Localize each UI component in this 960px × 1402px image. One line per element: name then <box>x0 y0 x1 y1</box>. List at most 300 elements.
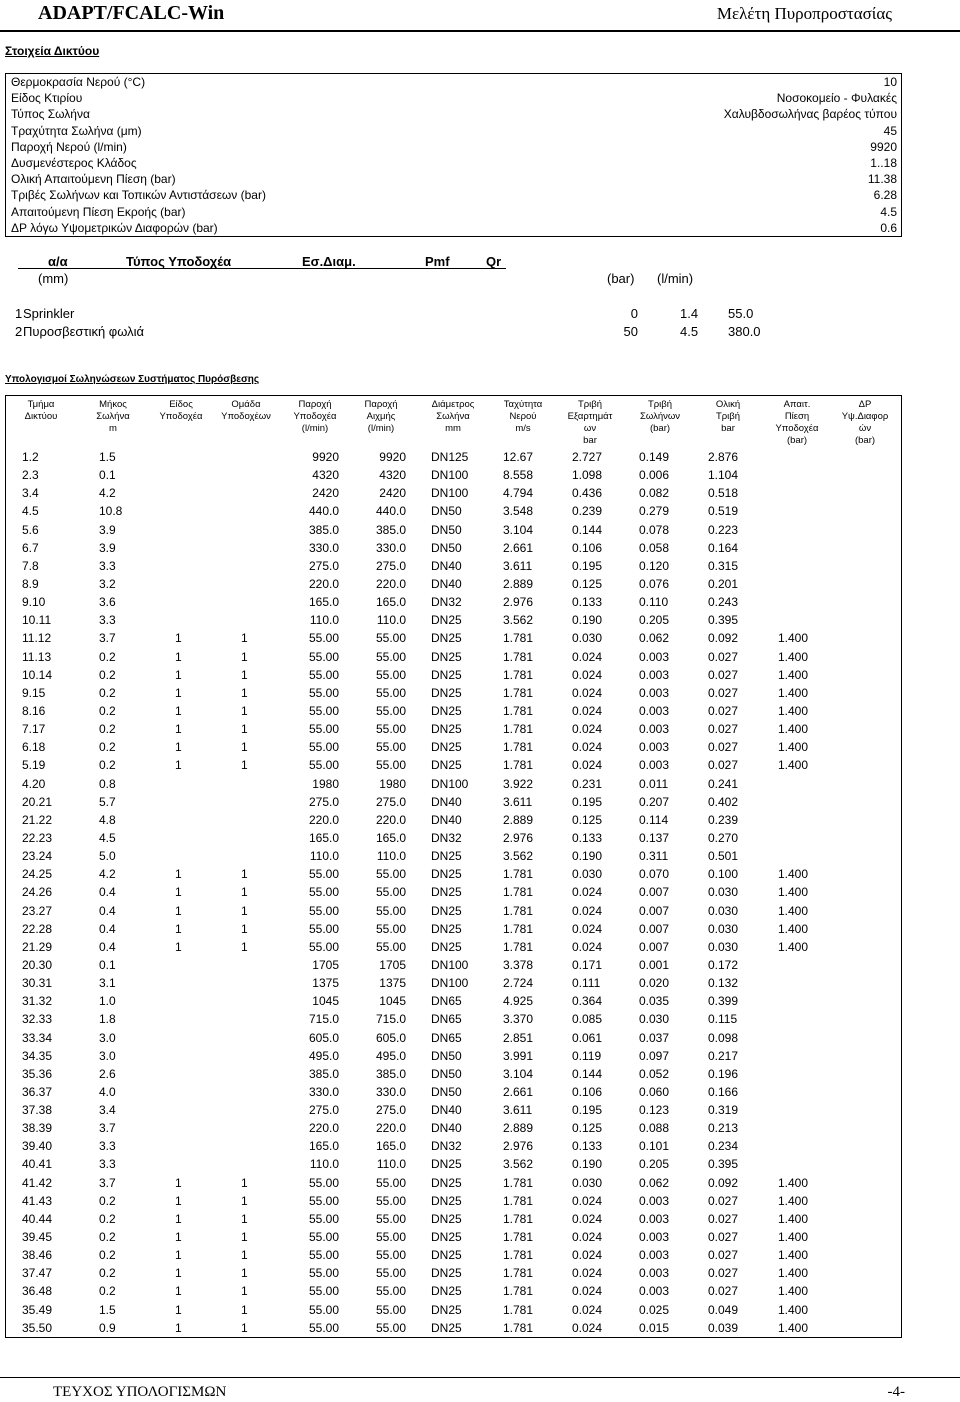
table-cell: 440.0 <box>375 504 406 519</box>
table-cell: 0.024 <box>572 758 603 773</box>
table-cell: 0.2 <box>99 722 116 737</box>
table-cell: 165.0 <box>375 830 406 845</box>
table-cell: 11.13 <box>22 649 52 664</box>
col-header: Παροχή Αιχμής (l/min) <box>364 399 398 434</box>
table-cell: 0.025 <box>639 1302 670 1317</box>
table-cell: 3.7 <box>99 631 116 646</box>
table-cell: DN25 <box>431 1175 462 1190</box>
table-cell: 3.562 <box>503 613 534 628</box>
table-cell: 1 <box>241 631 248 646</box>
table-cell: 0.027 <box>708 1230 739 1245</box>
table-cell: 55.00 <box>308 1175 339 1190</box>
table-cell: 55.00 <box>375 1175 406 1190</box>
table-cell: 0.003 <box>639 1193 670 1208</box>
table-cell: 1.781 <box>503 1266 534 1281</box>
calc-table <box>5 395 902 1338</box>
table-cell: 1.8 <box>99 1012 116 1027</box>
app-name: ADAPT/FCALC-Win <box>38 2 225 24</box>
table-cell: 1 <box>175 939 182 954</box>
table-cell: 0.2 <box>99 740 116 755</box>
table-cell: 0.049 <box>708 1302 739 1317</box>
table-cell: 0.030 <box>572 867 603 882</box>
table-cell: DN125 <box>431 450 469 464</box>
table-cell: DN25 <box>431 703 462 718</box>
sprinkler-num: 1 <box>15 306 23 321</box>
table-cell: 1.400 <box>778 740 809 755</box>
table-cell: 1.781 <box>503 1230 534 1245</box>
table-cell: 1 <box>241 939 248 954</box>
table-cell: 0.436 <box>572 486 603 501</box>
table-cell: DN25 <box>431 1230 462 1245</box>
table-cell: 55.00 <box>375 722 406 737</box>
table-cell: 0.195 <box>572 558 603 573</box>
table-cell: 1 <box>241 1302 248 1317</box>
table-cell: 0.003 <box>639 649 670 664</box>
table-cell: 1.400 <box>778 903 809 918</box>
table-cell: 275.0 <box>375 794 406 809</box>
table-cell: 3.104 <box>503 522 534 537</box>
table-cell: 0.2 <box>99 649 116 664</box>
table-cell: 55.00 <box>308 1320 339 1335</box>
table-cell: DN25 <box>431 722 462 737</box>
table-cell: 36.48 <box>22 1284 53 1299</box>
table-cell: 275.0 <box>308 794 339 809</box>
table-cell: 1 <box>175 885 182 900</box>
table-cell: 30.31 <box>22 976 53 991</box>
table-cell: 1 <box>175 867 182 882</box>
footer-title: ΤΕΥΧΟΣ ΥΠΟΛΟΓΙΣΜΩΝ <box>53 1384 227 1400</box>
param-row <box>6 204 901 220</box>
table-cell: 6.7 <box>22 540 39 555</box>
table-cell: 2.661 <box>503 1084 534 1099</box>
table-cell: 0.270 <box>708 830 739 845</box>
table-cell: 330.0 <box>308 540 339 555</box>
table-cell: 0.088 <box>639 1121 670 1136</box>
sprinkler-diam: 0 <box>630 306 638 321</box>
table-cell: 1.781 <box>503 667 534 682</box>
table-row <box>6 539 901 557</box>
sprinkler-qr: 380.0 <box>728 324 761 339</box>
table-cell: 5.6 <box>22 522 39 537</box>
table-cell: 24.25 <box>22 867 53 882</box>
table-cell: DN25 <box>431 613 462 628</box>
table-row <box>6 666 901 684</box>
table-cell: 1.400 <box>778 1266 809 1281</box>
table-cell: 0.132 <box>708 976 739 991</box>
sprinkler-num: 2 <box>15 324 23 339</box>
table-cell: 1.400 <box>778 921 809 936</box>
table-cell: 0.024 <box>572 939 603 954</box>
table-row <box>6 756 901 774</box>
table-cell: 0.030 <box>708 939 739 954</box>
table-cell: 0.024 <box>572 685 603 700</box>
table-cell: 1 <box>241 740 248 755</box>
param-row <box>6 220 901 236</box>
network-section-title: Στοιχεία Δικτύου <box>5 44 100 58</box>
table-cell: 0.171 <box>572 957 603 972</box>
table-cell: 0.172 <box>708 957 739 972</box>
table-cell: DN25 <box>431 1248 462 1263</box>
table-cell: 55.00 <box>308 867 339 882</box>
table-cell: 0.024 <box>572 740 603 755</box>
table-cell: 12.67 <box>503 450 534 464</box>
table-cell: 1 <box>241 722 248 737</box>
table-cell: 0.024 <box>572 885 603 900</box>
table-cell: 3.611 <box>503 794 533 809</box>
table-cell: 1980 <box>312 776 339 791</box>
table-cell: DN25 <box>431 1302 462 1317</box>
table-cell: 9.15 <box>22 685 46 700</box>
table-cell: 1.781 <box>503 939 534 954</box>
table-cell: 1 <box>241 703 248 718</box>
table-row <box>6 1246 901 1264</box>
table-cell: 0.085 <box>572 1012 603 1027</box>
col-header: Απαιτ. Πίεση Υποδοχέα (bar) <box>775 399 819 446</box>
table-cell: 4.20 <box>22 776 46 791</box>
param-row <box>6 90 901 106</box>
table-cell: 0.395 <box>708 613 739 628</box>
table-cell: 4.925 <box>503 994 534 1009</box>
table-cell: 1.400 <box>778 667 809 682</box>
table-cell: 0.279 <box>639 504 670 519</box>
table-cell: 0.024 <box>572 667 603 682</box>
table-cell: 0.125 <box>572 1121 603 1136</box>
table-cell: 1 <box>175 685 182 700</box>
table-row <box>6 1119 901 1137</box>
table-cell: 1 <box>175 921 182 936</box>
table-cell: 440.0 <box>308 504 339 519</box>
table-cell: 1.781 <box>503 1248 534 1263</box>
table-cell: 0.133 <box>572 830 603 845</box>
table-cell: 0.231 <box>572 776 603 791</box>
table-cell: 0.223 <box>708 522 739 537</box>
table-cell: 11.12 <box>22 631 52 646</box>
table-cell: 1 <box>241 649 248 664</box>
table-cell: 275.0 <box>375 558 406 573</box>
table-cell: 1 <box>241 1175 248 1190</box>
table-cell: 165.0 <box>308 830 339 845</box>
table-cell: 36.37 <box>22 1084 53 1099</box>
table-cell: 3.6 <box>99 595 116 610</box>
table-cell: 0.027 <box>708 722 739 737</box>
table-cell: 0.319 <box>708 1103 739 1118</box>
table-cell: 1.400 <box>778 722 809 737</box>
table-cell: 55.00 <box>375 903 406 918</box>
table-cell: 385.0 <box>308 1066 339 1081</box>
table-cell: 0.241 <box>708 776 739 791</box>
table-cell: DN25 <box>431 921 462 936</box>
table-cell: 0.1 <box>99 957 116 972</box>
table-cell: DN100 <box>431 957 469 972</box>
table-cell: 0.007 <box>639 903 670 918</box>
table-cell: DN40 <box>431 1103 462 1118</box>
table-cell: 3.562 <box>503 849 534 864</box>
table-cell: 37.38 <box>22 1103 53 1118</box>
table-cell: 0.120 <box>639 558 670 573</box>
table-cell: 715.0 <box>308 1012 339 1027</box>
table-cell: 165.0 <box>308 595 339 610</box>
table-cell: 1.400 <box>778 685 809 700</box>
table-cell: DN65 <box>431 994 462 1009</box>
table-cell: 1.781 <box>503 1175 534 1190</box>
table-cell: 0.518 <box>708 486 739 501</box>
table-cell: DN25 <box>431 867 462 882</box>
table-cell: 3.0 <box>99 1048 116 1063</box>
table-cell: 1 <box>175 1302 182 1317</box>
table-cell: 330.0 <box>375 540 406 555</box>
table-row <box>6 775 901 793</box>
table-cell: 0.024 <box>572 903 603 918</box>
table-cell: 0.003 <box>639 1266 670 1281</box>
table-cell: DN40 <box>431 576 462 591</box>
table-cell: 0.4 <box>99 939 116 954</box>
table-cell: 2.724 <box>503 976 534 991</box>
table-cell: 55.00 <box>375 703 406 718</box>
table-cell: 7.8 <box>22 558 39 573</box>
table-cell: 0.027 <box>708 1248 739 1263</box>
table-cell: 7.17 <box>22 722 46 737</box>
table-cell: 0.030 <box>708 921 739 936</box>
table-cell: 3.9 <box>99 540 116 555</box>
table-cell: 1 <box>175 1284 182 1299</box>
table-cell: 1.781 <box>503 867 534 882</box>
table-cell: 2.976 <box>503 1139 534 1154</box>
table-cell: DN100 <box>431 486 469 501</box>
table-cell: 22.28 <box>22 921 53 936</box>
table-cell: 0.098 <box>708 1030 739 1045</box>
table-cell: 23.24 <box>22 849 53 864</box>
table-cell: 34.35 <box>22 1048 53 1063</box>
table-row <box>6 575 901 593</box>
table-row <box>6 974 901 992</box>
table-cell: 55.00 <box>308 1302 339 1317</box>
table-cell: 1 <box>175 903 182 918</box>
table-cell: 0.007 <box>639 885 670 900</box>
table-cell: 4320 <box>379 468 406 483</box>
table-cell: 0.024 <box>572 649 603 664</box>
table-cell: 275.0 <box>308 1103 339 1118</box>
table-cell: 0.2 <box>99 1230 116 1245</box>
table-cell: 1.781 <box>503 685 534 700</box>
table-cell: 1 <box>241 1193 248 1208</box>
table-row <box>6 629 901 647</box>
table-cell: 55.00 <box>375 885 406 900</box>
table-cell: DN25 <box>431 1320 462 1335</box>
param-label: Παροχή Νερού (l/min) <box>11 139 127 154</box>
table-cell: 1 <box>175 1211 182 1226</box>
table-cell: 1.0 <box>99 994 116 1009</box>
table-row <box>6 920 901 938</box>
table-cell: 3.7 <box>99 1175 116 1190</box>
table-cell: 20.21 <box>22 794 53 809</box>
table-row <box>6 1228 901 1246</box>
table-cell: 4.794 <box>503 486 534 501</box>
table-cell: 0.217 <box>708 1048 739 1063</box>
table-cell: 3.2 <box>99 576 116 591</box>
table-cell: 2.976 <box>503 595 534 610</box>
table-cell: DN100 <box>431 468 469 483</box>
table-row <box>6 793 901 811</box>
table-cell: 55.00 <box>375 1193 406 1208</box>
table-cell: 385.0 <box>375 1066 406 1081</box>
table-row <box>6 1174 901 1192</box>
table-cell: 3.104 <box>503 1066 534 1081</box>
table-cell: 1 <box>241 1248 248 1263</box>
table-cell: DN25 <box>431 939 462 954</box>
table-cell: 1.781 <box>503 1320 534 1335</box>
table-cell: 4320 <box>312 468 339 483</box>
table-cell: 3.0 <box>99 1030 116 1045</box>
sprinkler-type: Πυροσβεστική φωλιά <box>23 324 145 339</box>
table-cell: 39.40 <box>22 1139 53 1154</box>
unit-qr: (l/min) <box>657 271 694 286</box>
table-cell: 2.976 <box>503 830 534 845</box>
table-row <box>6 938 901 956</box>
table-row <box>6 466 901 484</box>
table-cell: 55.00 <box>375 1266 406 1281</box>
table-cell: 1705 <box>379 957 406 972</box>
table-cell: 1 <box>175 1175 182 1190</box>
table-cell: 2.889 <box>503 1121 534 1136</box>
param-row <box>6 123 901 139</box>
table-cell: 0.030 <box>572 631 603 646</box>
table-cell: 0.2 <box>99 1193 116 1208</box>
table-cell: 385.0 <box>308 522 339 537</box>
table-cell: 0.234 <box>708 1139 739 1154</box>
table-cell: 0.144 <box>572 1066 603 1081</box>
param-label: Θερμοκρασία Νερού (°C) <box>11 75 146 90</box>
table-cell: 55.00 <box>308 722 339 737</box>
unit-pmf: (bar) <box>607 271 635 286</box>
table-row <box>6 1137 901 1155</box>
table-cell: 37.47 <box>22 1266 53 1281</box>
table-cell: 110.0 <box>376 1157 406 1172</box>
table-cell: DN100 <box>431 776 469 791</box>
table-cell: DN25 <box>431 667 462 682</box>
table-cell: 1.400 <box>778 1230 809 1245</box>
table-cell: 0.315 <box>708 558 739 573</box>
table-cell: 1.781 <box>503 885 534 900</box>
table-cell: 55.00 <box>375 758 406 773</box>
table-cell: 3.4 <box>22 486 39 501</box>
param-label: Απαιτούμενη Πίεση Εκροής (bar) <box>11 204 186 219</box>
table-cell: 0.243 <box>708 595 739 610</box>
table-cell: 1.400 <box>778 649 809 664</box>
table-cell: 0.2 <box>99 667 116 682</box>
table-cell: DN25 <box>431 758 462 773</box>
table-cell: 55.00 <box>308 740 339 755</box>
table-row <box>6 1264 901 1282</box>
table-cell: 35.50 <box>22 1320 53 1335</box>
calc-section-title: Υπολογισμοί Σωληνώσεων Συστήματος Πυρόσβεσης <box>5 374 260 385</box>
table-cell: 0.1 <box>99 468 116 483</box>
table-cell: DN25 <box>431 1157 462 1172</box>
table-cell: 0.024 <box>572 703 603 718</box>
footer-divider <box>0 1377 960 1378</box>
table-cell: DN65 <box>431 1012 462 1027</box>
table-cell: 4.2 <box>99 867 116 882</box>
table-cell: 9920 <box>312 450 339 464</box>
table-cell: 1 <box>175 722 182 737</box>
table-cell: 1 <box>175 1248 182 1263</box>
table-row <box>6 992 901 1010</box>
table-row <box>6 956 901 974</box>
table-cell: 1045 <box>379 994 406 1009</box>
table-row <box>6 611 901 629</box>
table-cell: 1 <box>241 1284 248 1299</box>
table-cell: 4.2 <box>99 486 116 501</box>
table-cell: 3.991 <box>503 1048 534 1063</box>
table-cell: 0.4 <box>99 903 116 918</box>
table-cell: 495.0 <box>308 1048 339 1063</box>
table-cell: 0.106 <box>572 1084 603 1099</box>
table-cell: 5.7 <box>99 794 116 809</box>
table-cell: 55.00 <box>308 703 339 718</box>
col-header: Τμήμα Δικτύου <box>24 399 58 422</box>
table-cell: 1.781 <box>503 703 534 718</box>
table-cell: 1.400 <box>778 885 809 900</box>
table-cell: 0.024 <box>572 1266 603 1281</box>
param-value: Νοσοκομείο - Φυλακές <box>776 91 897 106</box>
table-cell: 1 <box>241 1320 248 1335</box>
table-row <box>6 883 901 901</box>
table-cell: 55.00 <box>308 631 339 646</box>
table-cell: 35.36 <box>22 1066 53 1081</box>
table-cell: 605.0 <box>308 1030 339 1045</box>
table-cell: 1 <box>241 1230 248 1245</box>
table-cell: 3.3 <box>99 558 116 573</box>
table-cell: 55.00 <box>308 939 339 954</box>
table-cell: DN25 <box>431 649 462 664</box>
table-row <box>6 557 901 575</box>
table-cell: 0.001 <box>639 957 670 972</box>
table-cell: DN25 <box>431 1193 462 1208</box>
table-cell: 3.4 <box>99 1103 116 1118</box>
table-cell: 2.727 <box>572 450 603 464</box>
table-cell: 0.399 <box>708 994 739 1009</box>
param-value: 9920 <box>870 139 897 154</box>
table-cell: 2.3 <box>22 468 39 483</box>
table-cell: 0.123 <box>639 1103 670 1118</box>
document-title: Μελέτη Πυροπροστασίας <box>716 4 892 23</box>
calc-table-body <box>6 448 901 1337</box>
table-cell: 0.015 <box>639 1320 670 1335</box>
table-cell: 0.003 <box>639 1230 670 1245</box>
table-cell: 55.00 <box>308 1211 339 1226</box>
table-cell: 0.114 <box>639 812 669 827</box>
table-cell: 3.378 <box>503 957 534 972</box>
table-cell: 0.027 <box>708 1266 739 1281</box>
table-cell: 41.43 <box>22 1193 53 1208</box>
table-row <box>6 702 901 720</box>
table-cell: 0.024 <box>572 921 603 936</box>
table-cell: 220.0 <box>308 812 339 827</box>
table-cell: 9920 <box>379 450 406 464</box>
table-row <box>6 1101 901 1119</box>
table-row <box>6 1319 901 1337</box>
table-cell: 32.33 <box>22 1012 53 1027</box>
table-cell: 1 <box>175 1193 182 1208</box>
table-cell: 3.3 <box>99 1157 116 1172</box>
table-cell: 0.039 <box>708 1320 739 1335</box>
table-cell: 21.22 <box>22 812 53 827</box>
table-cell: 24.26 <box>22 885 53 900</box>
table-cell: 1 <box>175 1266 182 1281</box>
table-cell: 0.006 <box>639 468 670 483</box>
table-cell: 0.2 <box>99 1266 116 1281</box>
table-cell: 1.400 <box>778 1302 809 1317</box>
table-cell: 3.3 <box>99 1139 116 1154</box>
